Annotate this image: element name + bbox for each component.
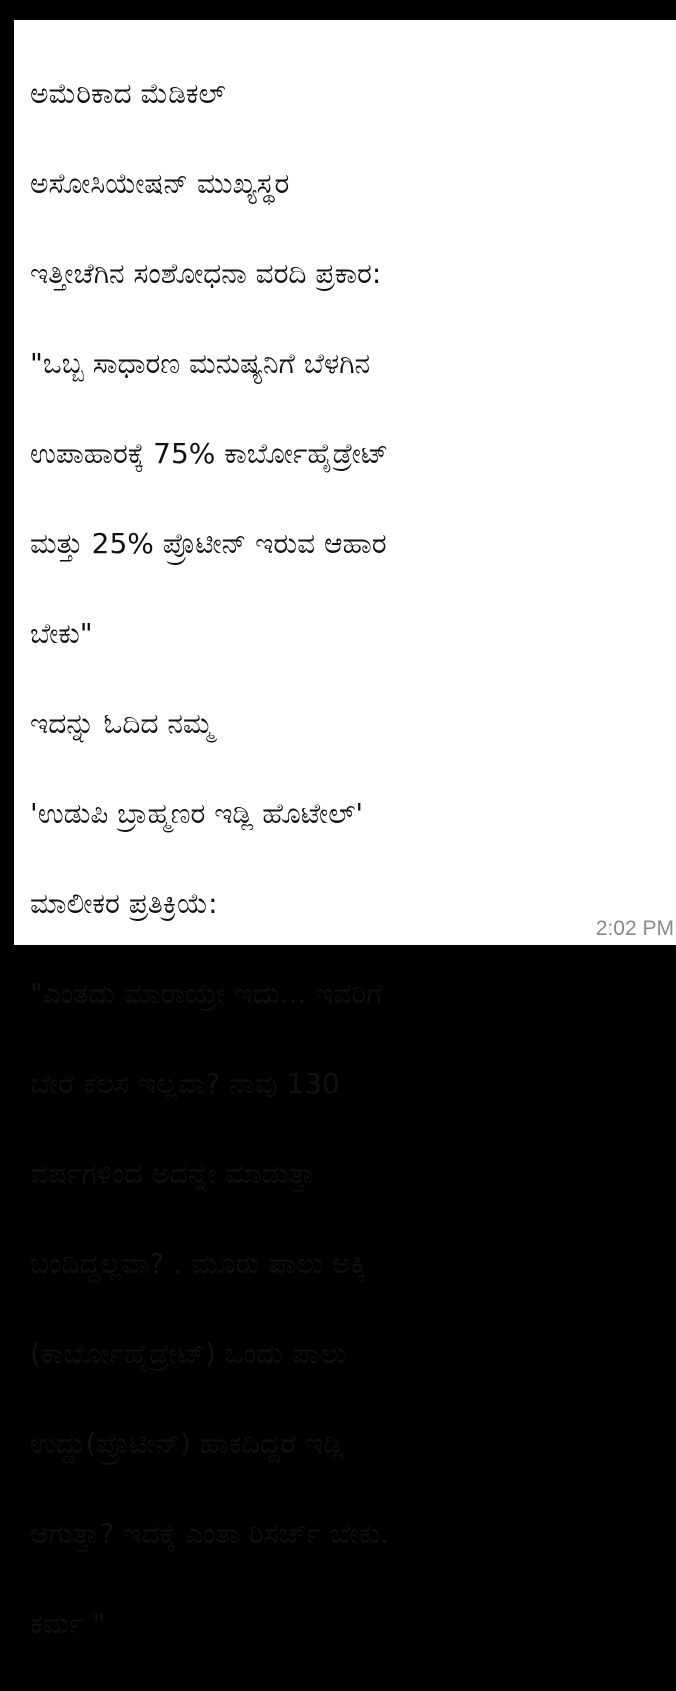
- message-line: ಉಪಾಹಾರಕ್ಕೆ 75% ಕಾರ್ಬೋಹೈಡ್ರೇಟ್: [30, 437, 389, 470]
- bottom-black-bar: [0, 945, 676, 960]
- message-line: ಕರ್ಮ ": [30, 1607, 106, 1640]
- message-line: (ಕಾರ್ಬೋಹೈಡ್ರೇಟ್) ಒಂದು ಪಾಲು: [30, 1337, 347, 1370]
- left-black-strip: [0, 20, 14, 945]
- message-bubble[interactable]: [14, 20, 676, 1640]
- message-line: ಅಮೆರಿಕಾದ ಮೆಡಿಕಲ್: [30, 77, 226, 110]
- message-line: ಬೇರೆ ಕೆಲಸ ಇಲ್ಲವಾ? ನಾವು 130: [30, 1067, 340, 1100]
- message-text: [30, 26, 670, 1691]
- message-line: ಉದ್ದು(ಪ್ರೊಟೀನ್) ಹಾಕದಿದ್ದರೆ ಇಡ್ಲಿ: [30, 1427, 345, 1460]
- message-timestamp: 2:02 PM: [595, 917, 674, 940]
- message-line: ಇತ್ತೀಚೆಗಿನ ಸಂಶೋಧನಾ ವರದಿ ಪ್ರಕಾರ:: [30, 257, 382, 290]
- message-line: "ಎಂತದು ಮಾರಾಯ್ರೇ ಇದು... ಇವರಿಗೆ: [30, 977, 383, 1010]
- message-line: ಆಗುತ್ತಾ? ಇದಕ್ಕೆ ಎಂತಾ ರಿಸರ್ಚ್ ಬೇಕು.: [30, 1517, 389, 1550]
- message-line: ಅಸೋಸಿಯೇಷನ್ ಮುಖ್ಯಸ್ಥರ: [30, 167, 290, 200]
- message-line: ಬಂದಿದ್ದಲ್ಲವಾ? . ಮೂರು ಪಾಲು ಅಕ್ಕಿ: [30, 1247, 367, 1280]
- message-line: ಮತ್ತು 25% ಪ್ರೊಟೀನ್ ಇರುವ ಆಹಾರ: [30, 527, 387, 560]
- message-line: 'ಉಡುಪಿ ಬ್ರಾಹ್ಮಣರ ಇಡ್ಲಿ ಹೊಟೇಲ್': [30, 797, 364, 830]
- message-line: ವರ್ಷಗಳಿಂದ ಅದನ್ನೇ ಮಾಡುತ್ತಾ: [30, 1157, 316, 1190]
- message-line: "ಒಬ್ಬ ಸಾಧಾರಣ ಮನುಷ್ಯನಿಗೆ ಬೆಳಗಿನ: [30, 347, 371, 380]
- message-line: ಬೇಕು": [30, 617, 93, 650]
- message-line: ಮಾಲೀಕರ ಪ್ರತಿಕ್ರಿಯೆ:: [30, 887, 218, 920]
- top-black-bar: [0, 0, 676, 20]
- message-line: ಇದನ್ನು ಓದಿದ ನಮ್ಮ: [30, 707, 214, 740]
